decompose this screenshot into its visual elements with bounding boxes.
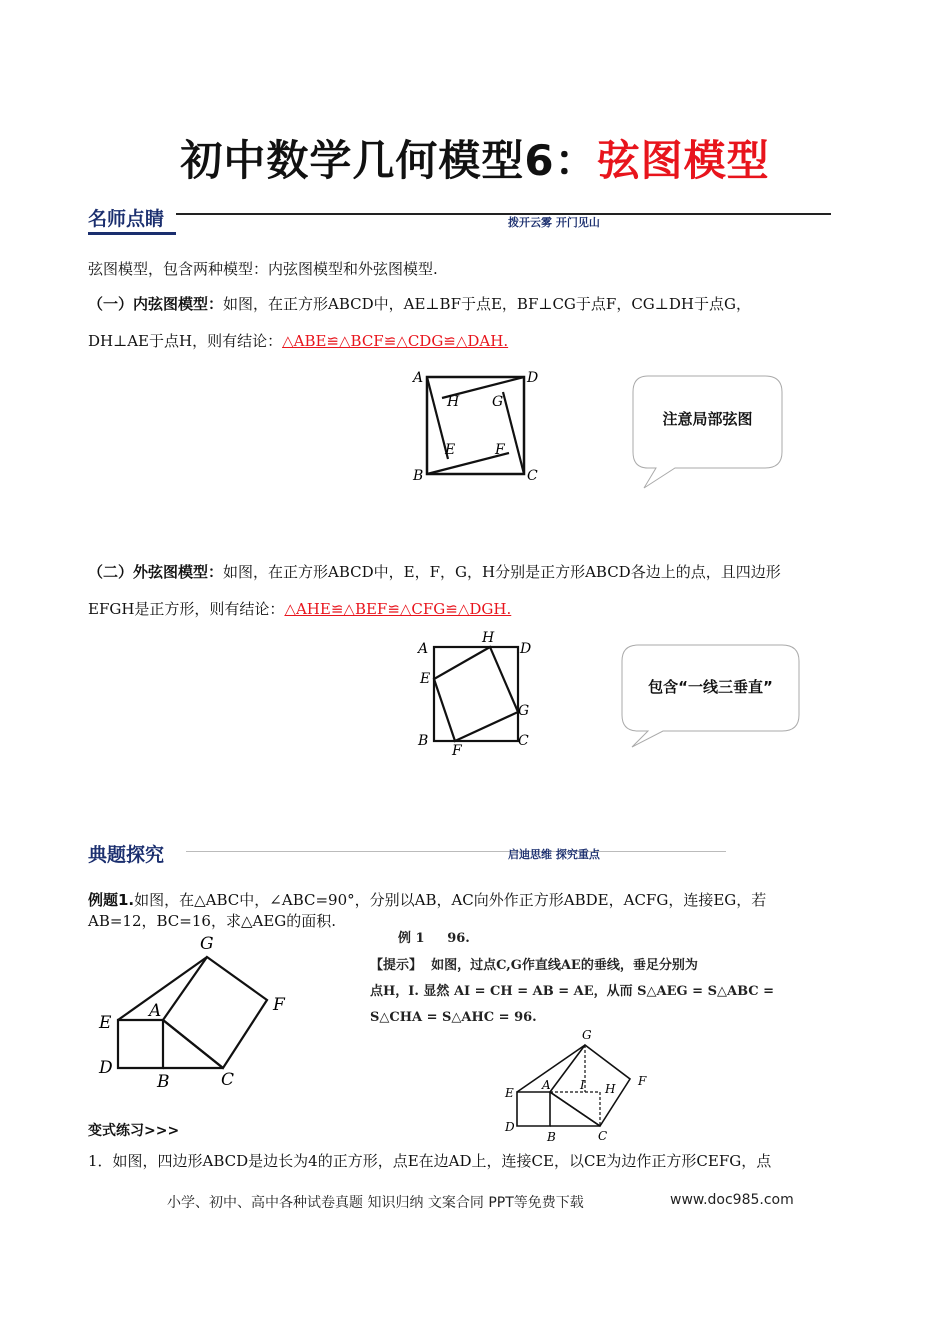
- label-g: G: [200, 934, 214, 954]
- speech-bubble-1-text: 注意局部弦图: [662, 410, 753, 428]
- outer-model-conclusion: △AHE≌△BEF≌△CFG≌△DGH.: [284, 600, 512, 618]
- label-h: H: [605, 1082, 616, 1096]
- hint-figure: [500, 1027, 660, 1145]
- section-rule: [176, 213, 831, 215]
- section-subtitle-1: 拨开云雾 开门见山: [508, 216, 600, 229]
- label-g: G: [582, 1028, 592, 1042]
- answer-line: [398, 926, 470, 952]
- label-a: A: [413, 370, 424, 386]
- outer-chord-figure: [410, 627, 540, 757]
- segment-eg: [118, 957, 207, 1020]
- outer-model-text1: 如图，在正方形ABCD中，E，F，G，H分别是正方形ABCD各边上的点，且四边形: [223, 563, 781, 581]
- outer-model-text2: EFGH是正方形，则有结论：: [88, 600, 285, 618]
- footer-text: 小学、初中、高中各种试卷真题 知识归纳 文案合同 PPT等免费下载: [167, 1195, 584, 1211]
- inner-model-text1: 如图，在正方形ABCD中，AE⊥BF于点E，BF⊥CG于点F，CG⊥DH于点G，: [223, 295, 751, 313]
- label-a: A: [418, 641, 429, 657]
- inner-square-abcd: [427, 377, 524, 474]
- inner-model-label: （一）内弦图模型：: [88, 295, 224, 313]
- label-f: F: [273, 995, 285, 1015]
- label-h: H: [447, 394, 460, 410]
- problem1-text: 1．如图，四边形ABCD是边长为4的正方形，点E在边AD上，连接CE，以CE为边作正方形CEFG，点: [88, 1152, 772, 1170]
- label-a: A: [149, 1001, 162, 1021]
- label-d: D: [527, 370, 539, 386]
- hint-text2: 点H，I. 显然 AI = CH = AB = AE，从而 S△AEG = S△ABC =: [370, 984, 775, 999]
- outer-model-label: （二）外弦图模型：: [88, 563, 224, 581]
- hint-label: 【提示】: [370, 958, 423, 973]
- label-e: E: [505, 1086, 514, 1100]
- outer-model-line1: [88, 561, 888, 583]
- example1-text2: AB=12，BC=16，求△AEG的面积.: [88, 912, 337, 930]
- label-b: B: [547, 1130, 556, 1144]
- label-b: B: [413, 468, 424, 484]
- label-d: D: [99, 1058, 113, 1078]
- section-heading-1: 名师点睛: [88, 208, 165, 230]
- inner-chord-figure: [405, 362, 545, 487]
- label-e: E: [445, 442, 456, 458]
- hint-text3: S△CHA = S△AHC = 96.: [370, 1010, 537, 1025]
- example1-figure: [95, 930, 305, 1095]
- example1-line1: [88, 889, 878, 911]
- outer-square-abcd: [434, 647, 518, 741]
- label-c: C: [221, 1070, 235, 1090]
- example1-text1: 如图，在△ABC中，∠ABC=90°，分别以AB，AC向外作正方形ABDE，ACFG，连接EG，若: [134, 891, 767, 909]
- label-d: D: [520, 641, 532, 657]
- example1-label: 例题1.: [88, 891, 135, 909]
- section-rule-2: [186, 851, 726, 852]
- label-b: B: [418, 733, 429, 749]
- label-b: B: [157, 1072, 170, 1092]
- label-e: E: [99, 1013, 112, 1033]
- answer-value: 96.: [447, 931, 470, 946]
- answer-label: 例 1: [398, 931, 425, 946]
- speech-bubble-2-shape: [618, 643, 804, 753]
- label-c: C: [598, 1129, 608, 1143]
- speech-bubble-2-text: 包含“一线三垂直”: [648, 678, 773, 696]
- label-f: F: [638, 1074, 647, 1088]
- inner-model-conclusion: △ABE≌△BCF≌△CDG≌△DAH.: [282, 332, 509, 350]
- label-g: G: [492, 394, 504, 410]
- speech-bubble-1-shape: [630, 374, 790, 494]
- variation-heading: 变式练习>>>: [88, 1123, 180, 1139]
- hint-line1: [370, 953, 800, 979]
- label-c: C: [527, 468, 538, 484]
- label-i: I: [580, 1078, 585, 1092]
- segment-ac: [163, 1020, 223, 1068]
- label-g: G: [518, 703, 530, 719]
- segment-ac: [550, 1092, 600, 1126]
- title-main: 初中数学几何模型6：: [180, 136, 598, 185]
- label-e: E: [420, 671, 431, 687]
- section-subtitle-2: 启迪思维 探究重点: [508, 848, 600, 861]
- segment-cg: [503, 392, 524, 474]
- title-highlight: 弦图模型: [597, 136, 770, 185]
- square-abde: [118, 1020, 163, 1068]
- segment-eg: [517, 1045, 585, 1092]
- label-c: C: [518, 733, 529, 749]
- label-f: F: [452, 743, 462, 757]
- page-title: [0, 128, 950, 188]
- square-acfg: [550, 1045, 630, 1126]
- label-d: D: [505, 1120, 515, 1134]
- inner-model-text2: DH⊥AE于点H，则有结论：: [88, 332, 283, 350]
- intro-text: 弦图模型，包含两种模型：内弦图模型和外弦图模型.: [88, 260, 438, 278]
- label-h: H: [482, 630, 495, 646]
- label-a: A: [542, 1078, 551, 1092]
- section-heading-underline: [88, 232, 176, 235]
- square-acfg: [163, 957, 267, 1068]
- outer-square-efgh: [434, 647, 518, 741]
- inner-model-line1: [88, 293, 878, 315]
- outer-model-line2: [88, 598, 511, 620]
- hint-text1: 如图，过点C,G作直线AE的垂线，垂足分别为: [431, 958, 698, 973]
- square-abde: [517, 1092, 550, 1126]
- section-heading-2: 典题探究: [88, 844, 165, 866]
- label-f: F: [495, 442, 505, 458]
- inner-model-line2: [88, 330, 508, 352]
- footer-url[interactable]: www.doc985.com: [670, 1192, 794, 1208]
